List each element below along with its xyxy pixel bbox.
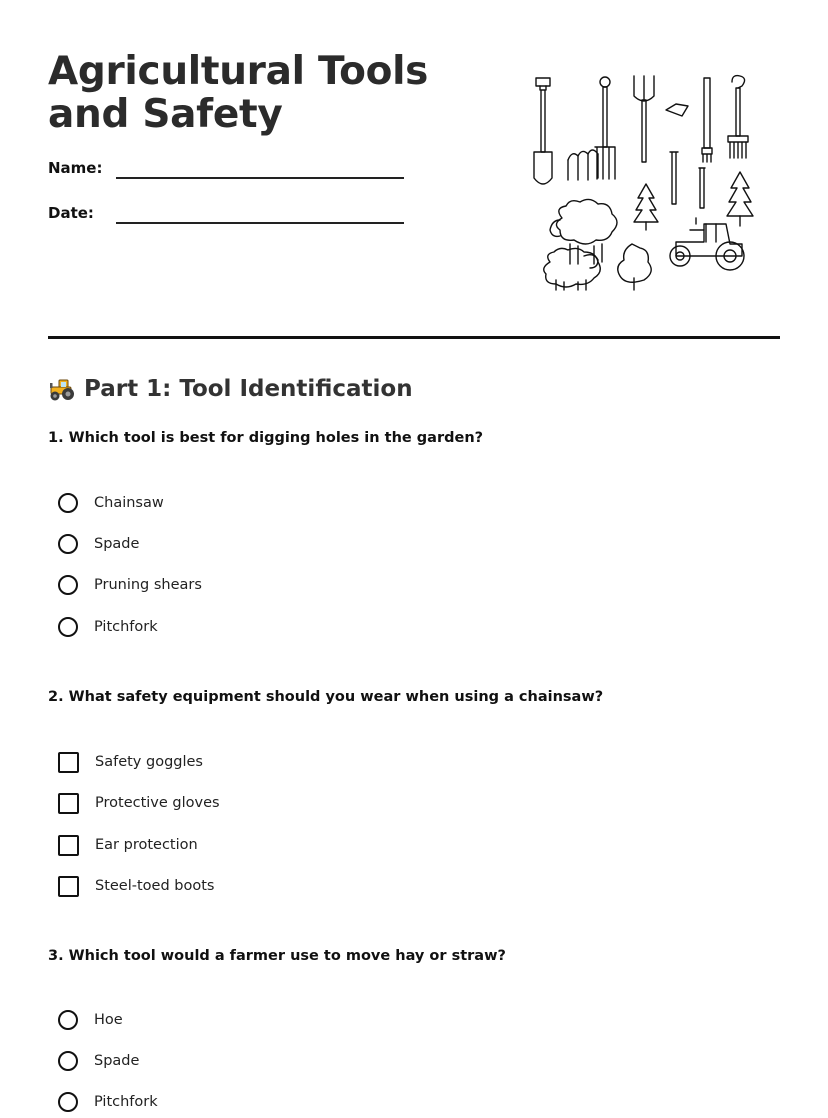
pitchfork-icon — [634, 76, 654, 162]
radio-button[interactable] — [58, 1010, 78, 1030]
checkbox[interactable] — [58, 752, 79, 773]
q3-option-spade[interactable] — [58, 1048, 139, 1074]
section-heading — [48, 374, 413, 404]
option-label: Spade — [94, 536, 140, 552]
sheep-icon — [544, 248, 601, 290]
trowel-icon — [699, 168, 705, 208]
checkbox[interactable] — [58, 835, 79, 856]
q2-option-ear-protection[interactable] — [58, 832, 198, 858]
radio-button[interactable] — [58, 534, 78, 554]
rake-icon — [728, 76, 748, 158]
option-label: Pitchfork — [94, 1094, 158, 1110]
tree-icon — [634, 184, 658, 230]
section-divider — [48, 336, 780, 339]
tree-icon — [618, 244, 651, 290]
option-label: Spade — [94, 1053, 140, 1069]
q1-option-pitchfork[interactable] — [58, 614, 158, 640]
question-1: 1. Which tool is best for digging holes in the garden? — [48, 430, 484, 446]
tractor-icon — [670, 218, 744, 270]
question-2: 2. What safety equipment should you wear when using a chainsaw? — [48, 689, 604, 705]
section-heading-text: Part 1: Tool Identification — [84, 376, 413, 402]
name-input-line[interactable] — [116, 177, 404, 179]
radio-button[interactable] — [58, 617, 78, 637]
radio-button[interactable] — [58, 1051, 78, 1071]
option-label: Safety goggles — [95, 754, 203, 770]
tractor-icon — [48, 376, 78, 402]
farm-tools-illustration — [520, 72, 760, 294]
name-field[interactable] — [48, 158, 408, 182]
option-label: Hoe — [94, 1012, 123, 1028]
tree-icon — [727, 172, 753, 226]
q2-option-protective-gloves[interactable] — [58, 790, 220, 816]
date-field[interactable] — [48, 203, 408, 227]
sheep-icon — [550, 199, 617, 264]
q1-option-chainsaw[interactable] — [58, 490, 164, 516]
radio-button[interactable] — [58, 493, 78, 513]
hoe-icon — [666, 104, 688, 116]
name-label: Name: — [48, 159, 103, 177]
checkbox[interactable] — [58, 793, 79, 814]
radio-button[interactable] — [58, 1092, 78, 1112]
q3-option-pitchfork[interactable] — [58, 1089, 158, 1115]
option-label: Pitchfork — [94, 619, 158, 635]
date-label: Date: — [48, 204, 94, 222]
digging-fork-icon — [702, 78, 712, 162]
q2-option-steel-toed-boots[interactable] — [58, 873, 214, 899]
question-3: 3. Which tool would a farmer use to move hay or straw? — [48, 948, 506, 964]
chisel-icon — [670, 152, 678, 204]
option-label: Protective gloves — [95, 795, 220, 811]
option-label: Steel-toed boots — [95, 878, 215, 894]
option-label: Ear protection — [95, 837, 198, 853]
q1-option-spade[interactable] — [58, 531, 139, 557]
q1-option-pruning-shears[interactable] — [58, 572, 202, 598]
checkbox[interactable] — [58, 876, 79, 897]
option-label: Chainsaw — [94, 495, 164, 511]
spade-icon — [534, 78, 552, 184]
date-input-line[interactable] — [116, 222, 404, 224]
radio-button[interactable] — [58, 575, 78, 595]
hand-rake-icon — [568, 150, 598, 180]
q2-option-safety-goggles[interactable] — [58, 749, 203, 775]
q3-option-hoe[interactable] — [58, 1007, 123, 1033]
page-title: Agricultural Tools and Safety — [48, 49, 429, 137]
option-label: Pruning shears — [94, 577, 202, 593]
